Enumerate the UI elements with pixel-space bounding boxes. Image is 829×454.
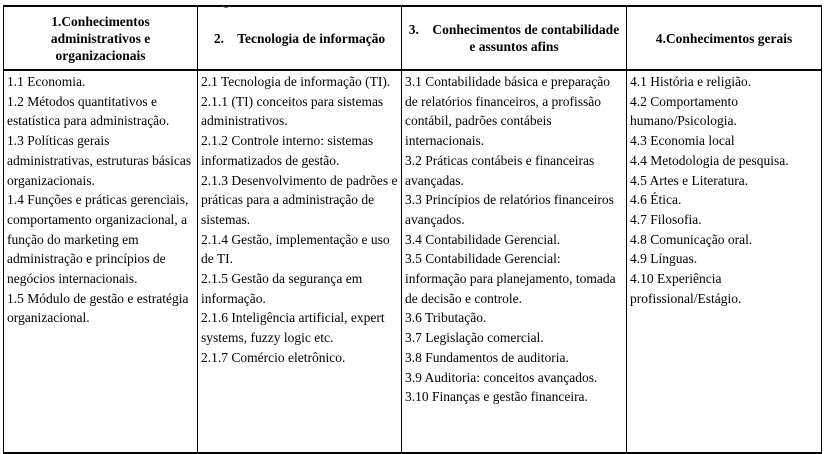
list-item: 1.4 Funções e práticas gerenciais, comportamento organizacional, a função do marketing em administração e princípios de negócios internacionais. <box>7 192 189 287</box>
header-text: 2. Tecnologia de informação <box>213 30 386 46</box>
list-item: 4.9 Línguas. <box>630 251 698 267</box>
header-text: 3. Conhecimentos de contabilidade e assuntos afins <box>408 22 623 54</box>
list-item: 4.5 Artes e Literatura. <box>630 172 749 188</box>
column-information-technology <box>198 70 402 453</box>
list-item: 3.9 Auditoria: conceitos avançados. <box>405 369 598 385</box>
content-row <box>4 70 822 453</box>
list-item: 2.1.2 Controle interno: sistemas informatizados de gestão. <box>201 133 374 168</box>
list-item: 1.2 Métodos quantitativos e estatística para administração. <box>7 93 170 129</box>
column-general-knowledge <box>627 70 822 453</box>
header-cell-information-technology <box>198 6 402 70</box>
list-item: 3.10 Finanças e gestão financeira. <box>405 389 588 405</box>
list-item: 2.1.4 Gestão, implementação e uso de TI. <box>201 231 390 267</box>
list-item: 2.1.1 (TI) conceitos para sistemas administrativos. <box>201 93 384 129</box>
list-item: 4.2 Comportamento humano/Psicologia. <box>630 93 738 129</box>
list-item: 4.10 Experiência profissional/Estágio. <box>630 271 742 306</box>
header-cell-accounting <box>402 6 627 70</box>
header-cell-general-knowledge: 4.Conhecimentos gerais <box>627 6 822 70</box>
list-item: 3.5 Contabilidade Gerencial: informação para planejamento, tomada de decisão e controle. <box>405 251 616 306</box>
list-item: 2.1.6 Inteligência artificial, expert systems, fuzzy logic etc. <box>201 310 385 346</box>
header-cell-administrative: 1.Conhecimentos administrativos e organizacionais <box>4 6 198 70</box>
list-item: 3.6 Tributação. <box>405 310 487 326</box>
list-item: 2.1 Tecnologia de informação (TI). <box>201 74 391 89</box>
list-item: 3.4 Contabilidade Gerencial. <box>405 231 561 247</box>
list-item: 1.1 Economia. <box>7 74 86 89</box>
column-administrative <box>4 70 198 453</box>
list-item: 4.4 Metodologia de pesquisa. <box>630 152 789 168</box>
list-item: 2.1.7 Comércio eletrônico. <box>201 349 346 365</box>
list-item: 3.3 Princípios de relatórios financeiros avançados. <box>405 192 614 227</box>
column-accounting <box>402 70 627 453</box>
list-item: 3.7 Legislação comercial. <box>405 330 544 346</box>
list-item: 3.8 Fundamentos de auditoria. <box>405 349 569 365</box>
page <box>3 5 821 454</box>
list-item: 4.8 Comunicação oral. <box>630 231 753 247</box>
list-item: 2.1.5 Gestão da segurança em informação. <box>201 271 363 306</box>
list-item: 4.6 Ética. <box>630 192 682 208</box>
list-item: 4.3 Economia local <box>630 133 735 149</box>
list-item: 4.1 História e religião. <box>630 74 752 89</box>
list-item: 3.1 Contabilidade básica e preparação de relatórios financeiros, a profissão contábil, padrões contábeis internacionais. <box>405 74 611 149</box>
list-item: 1.5 Módulo de gestão e estratégia organizacional. <box>7 290 189 326</box>
list-item: 3.2 Práticas contábeis e financeiras avançadas. <box>405 152 595 188</box>
list-item: 4.7 Filosofia. <box>630 211 702 227</box>
curriculum-table <box>3 5 822 454</box>
header-row <box>4 6 822 70</box>
list-item: 1.3 Políticas gerais administrativas, estruturas básicas organizacionais. <box>7 133 192 188</box>
list-item: 2.1.3 Desenvolvimento de padrões e práticas para a administração de sistemas. <box>201 172 398 227</box>
